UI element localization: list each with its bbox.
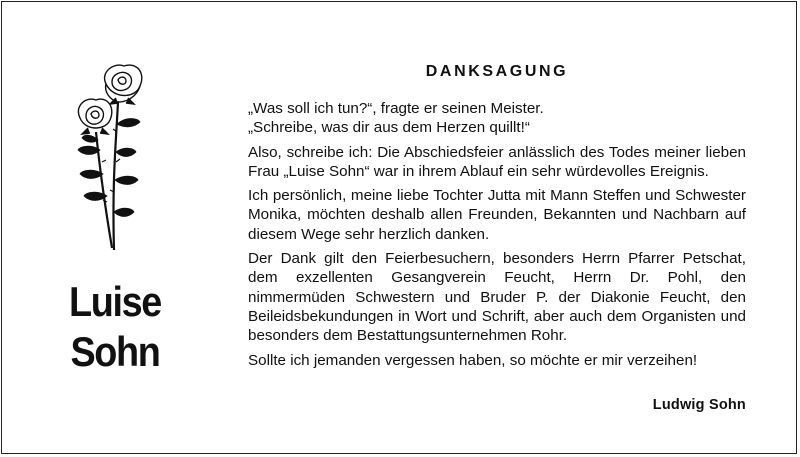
signature: Ludwig Sohn — [652, 397, 746, 413]
deceased-last-name: Sohn — [70, 328, 160, 375]
paragraph-farewell: Also, schreibe ich: Die Abschiedsfeier anlässlich des Todes meiner lieben Frau „Luise Sohn“ war in ihrem Ablauf ein sehr würdevolles Ereignis. — [248, 143, 746, 180]
notice-heading: DANKSAGUNG — [425, 63, 569, 80]
roses-icon — [70, 62, 170, 252]
paragraph-thanks: Ich persönlich, meine liebe Tochter Jutta mit Mann Steffen und Schwester Monika, möchten deshalb allen Freunden, Bekannten und Nachbarn auf diesem Wege sehr herzlich danken. — [248, 187, 746, 243]
notice-body — [248, 99, 746, 375]
quote-line: „Was soll ich tun?“, fragte er seinen Meister. — [248, 100, 544, 117]
deceased-first-name: Luise — [69, 278, 161, 325]
paragraph-acknowledgements: Der Dank gilt den Feierbesuchern, besonders Herrn Pfarrer Petschat, dem exzellenten Gesangverein Feucht, Herrn Dr. Pohl, den nimmermüden Schwestern und Bruder P. der Diakonie Feucht, den Beileidsbekundungen in Wort und Schrift, aber auch dem Organisten und besonders dem Bestattungsunternehmen Rohr. — [248, 250, 746, 345]
quote-line: „Schreibe, was dir aus dem Herzen quillt!“ — [248, 119, 530, 137]
quote — [248, 99, 746, 138]
paragraph-apology: Sollte ich jemanden vergessen haben, so möchte er mir verzeihen! — [248, 351, 698, 369]
